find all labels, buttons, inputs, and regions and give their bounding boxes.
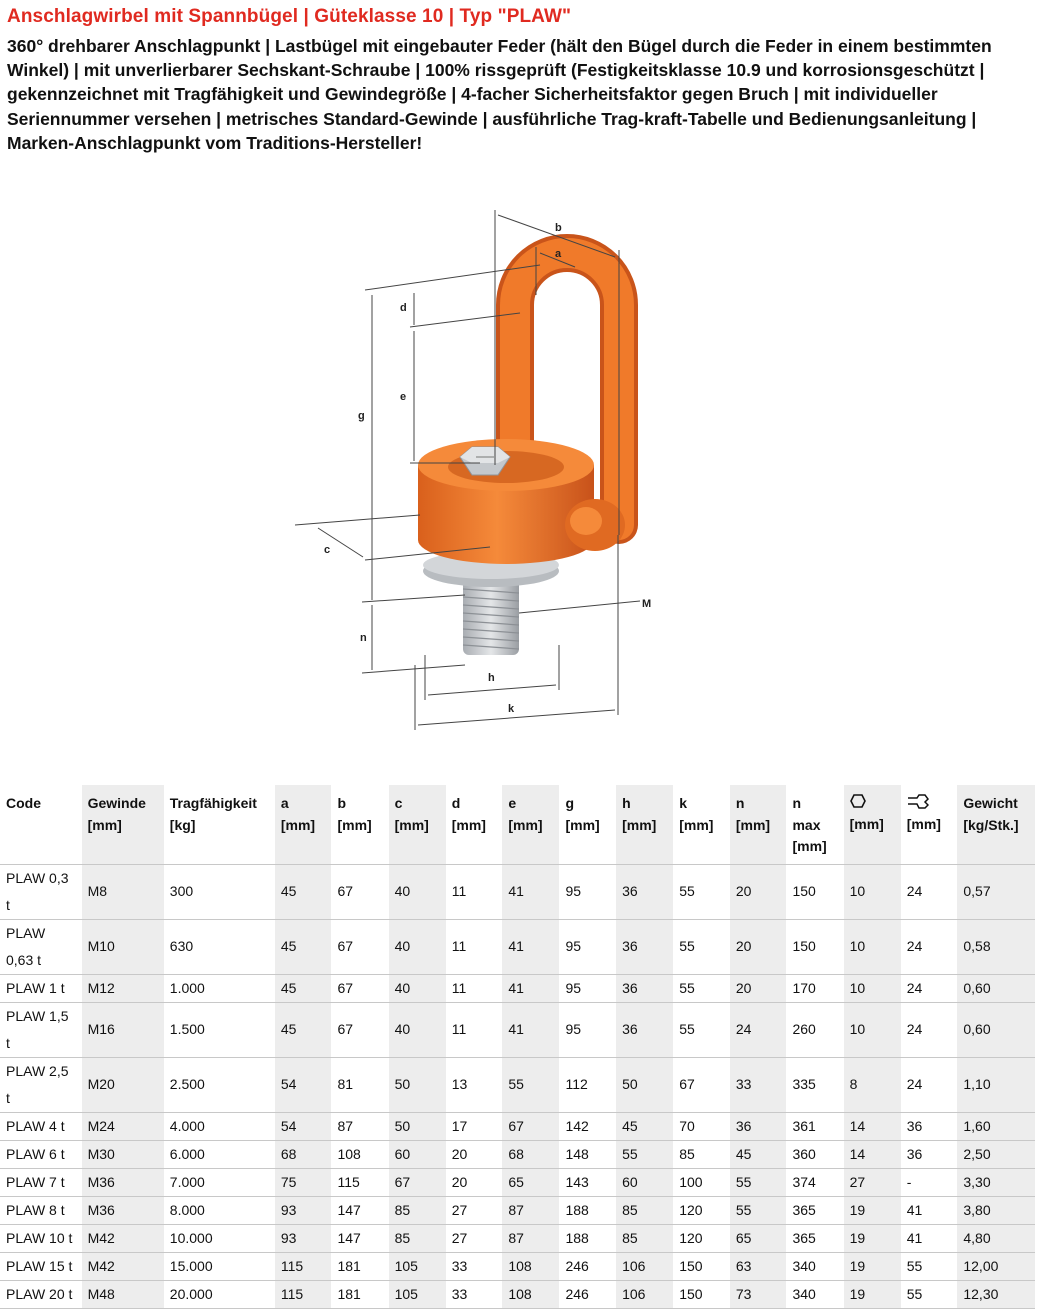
column-header-text: [mm] — [280, 816, 316, 833]
table-cell: 27 — [446, 1224, 503, 1252]
table-cell: 10 — [844, 864, 901, 919]
table-cell: PLAW 15 t — [0, 1252, 82, 1280]
table-cell: 33 — [730, 1057, 787, 1112]
table-cell: 12,30 — [957, 1280, 1035, 1308]
table-cell: 36 — [901, 1140, 958, 1168]
table-cell: 36 — [616, 974, 673, 1002]
table-cell: 14 — [844, 1112, 901, 1140]
table-cell: PLAW 1 t — [0, 974, 82, 1002]
column-header-text: [mm] — [622, 816, 657, 833]
column-header — [389, 785, 446, 864]
column-header-text: [mm] — [565, 816, 600, 833]
table-cell: 112 — [559, 1057, 616, 1112]
table-cell: 95 — [559, 919, 616, 974]
table-cell: 68 — [275, 1140, 332, 1168]
table-row — [0, 864, 1035, 919]
table-cell: 70 — [673, 1112, 730, 1140]
table-cell: M36 — [82, 1196, 164, 1224]
table-row — [0, 1168, 1035, 1196]
table-cell: PLAW 0,3 t — [0, 864, 82, 919]
table-cell: 55 — [673, 919, 730, 974]
column-header-text: [mm] — [735, 816, 771, 833]
table-cell: 150 — [786, 919, 843, 974]
table-cell: PLAW 7 t — [0, 1168, 82, 1196]
table-cell: 45 — [730, 1140, 787, 1168]
column-header — [673, 785, 730, 864]
table-cell: 95 — [559, 974, 616, 1002]
table-cell: 365 — [786, 1224, 843, 1252]
table-cell: 36 — [616, 919, 673, 974]
table-cell: 148 — [559, 1140, 616, 1168]
table-cell: 4,80 — [957, 1224, 1035, 1252]
column-header — [844, 785, 901, 864]
wrench-icon — [907, 793, 952, 814]
table-cell: 142 — [559, 1112, 616, 1140]
dimension-label-M: M — [642, 598, 652, 610]
table-cell: 20 — [730, 974, 787, 1002]
table-cell: PLAW 1,5 t — [0, 1002, 82, 1057]
table-cell: 55 — [901, 1252, 958, 1280]
table-cell: 55 — [616, 1140, 673, 1168]
column-header-text: [mm] — [792, 838, 827, 854]
table-cell: 147 — [331, 1224, 388, 1252]
table-cell: PLAW 10 t — [0, 1224, 82, 1252]
table-row — [0, 1252, 1035, 1280]
table-cell: M36 — [82, 1168, 164, 1196]
column-header — [275, 785, 332, 864]
table-cell: 147 — [331, 1196, 388, 1224]
table-cell: 24 — [901, 974, 958, 1002]
table-cell: 106 — [616, 1252, 673, 1280]
column-header-text: [mm] — [394, 816, 429, 833]
table-cell: 41 — [502, 919, 559, 974]
table-cell: 67 — [331, 864, 388, 919]
table-cell: 150 — [786, 864, 843, 919]
table-cell: 41 — [901, 1224, 958, 1252]
table-cell: 4.000 — [164, 1112, 275, 1140]
table-row — [0, 919, 1035, 974]
table-cell: 188 — [559, 1196, 616, 1224]
table-cell: 1.500 — [164, 1002, 275, 1057]
table-cell: 41 — [502, 864, 559, 919]
table-cell: 19 — [844, 1280, 901, 1308]
table-cell: M42 — [82, 1224, 164, 1252]
table-cell: 81 — [331, 1057, 388, 1112]
table-cell: 24 — [901, 1057, 958, 1112]
table-cell: 55 — [673, 1002, 730, 1057]
table-cell: 19 — [844, 1196, 901, 1224]
table-cell: 67 — [673, 1057, 730, 1112]
table-row — [0, 1280, 1035, 1308]
table-row — [0, 1112, 1035, 1140]
table-cell: 0,60 — [957, 1002, 1035, 1057]
table-cell: 20 — [446, 1168, 503, 1196]
table-cell: 45 — [275, 974, 332, 1002]
table-cell: 374 — [786, 1168, 843, 1196]
table-cell: 11 — [446, 864, 503, 919]
table-cell: 246 — [559, 1280, 616, 1308]
table-cell: 10 — [844, 974, 901, 1002]
dimension-label-g: g — [358, 410, 365, 422]
dimension-label-b: b — [555, 222, 562, 234]
dimension-label-e: e — [400, 391, 407, 403]
table-cell: 15.000 — [164, 1252, 275, 1280]
table-body — [0, 864, 1035, 1308]
column-header-text: h — [622, 795, 631, 811]
table-cell: M20 — [82, 1057, 164, 1112]
table-cell: 150 — [673, 1252, 730, 1280]
product-description: 360° drehbarer Anschlagpunkt | Lastbügel mit eingebauter Feder (hält den Bügel durch die Feder in einem bestimmten Winkel) | mit unverlierbarer Sechskant-Schraube | 100% rissgeprüft (Festigkeitsklasse 10.9 und korrosionsgeschützt | gekennzeichnet mit Tragfähigkeit und Gewindegröße | 4-facher Sicherheitsfaktor gegen Bruch | mit individueller Seriennummer versehen | metrisches Standard-Gewinde | ausführliche Trag-kraft-Tabelle und Bedienungsanleitung | Marken-Anschlagpunkt vom Traditions-Hersteller! — [7, 36, 992, 153]
table-cell: 65 — [502, 1168, 559, 1196]
table-cell: 14 — [844, 1140, 901, 1168]
table-cell: 115 — [331, 1168, 388, 1196]
table-cell: PLAW 6 t — [0, 1140, 82, 1168]
table-cell: 108 — [502, 1280, 559, 1308]
column-header-text: n — [792, 795, 802, 811]
table-cell: 20 — [446, 1140, 503, 1168]
table-cell: 105 — [389, 1280, 446, 1308]
table-cell: 170 — [786, 974, 843, 1002]
table-row — [0, 974, 1035, 1002]
table-cell: 100 — [673, 1168, 730, 1196]
column-header-text: [mm] — [906, 816, 941, 832]
table-cell: 85 — [673, 1140, 730, 1168]
table-row — [0, 1057, 1035, 1112]
table-cell: 36 — [901, 1112, 958, 1140]
column-header — [0, 785, 82, 864]
column-header-text: Code — [6, 795, 41, 811]
column-header — [730, 785, 787, 864]
table-cell: 365 — [786, 1196, 843, 1224]
table-cell: 115 — [275, 1252, 332, 1280]
table-cell: 95 — [559, 864, 616, 919]
table-cell: 20 — [730, 919, 787, 974]
table-cell: 67 — [331, 1002, 388, 1057]
table-cell: 11 — [446, 919, 503, 974]
table-cell: 150 — [673, 1280, 730, 1308]
table-cell: 40 — [389, 919, 446, 974]
table-cell: 60 — [389, 1140, 446, 1168]
column-header-text: d — [451, 795, 461, 811]
table-cell: 340 — [786, 1252, 843, 1280]
column-header — [559, 785, 616, 864]
column-header — [164, 785, 275, 864]
column-header-text: k — [679, 795, 688, 811]
table-cell: 87 — [502, 1224, 559, 1252]
table-cell: 12,00 — [957, 1252, 1035, 1280]
page-title: Anschlagwirbel mit Spannbügel | Güteklasse 10 | Typ "PLAW" — [7, 6, 572, 27]
table-cell: 108 — [502, 1252, 559, 1280]
table-cell: M48 — [82, 1280, 164, 1308]
column-header-text: [mm] — [849, 816, 884, 832]
column-header — [502, 785, 559, 864]
table-cell: 120 — [673, 1224, 730, 1252]
swivel-eye-bolt-drawing — [280, 195, 700, 755]
table-cell: 95 — [559, 1002, 616, 1057]
table-cell: 11 — [446, 1002, 503, 1057]
column-header-text: Gewinde — [87, 795, 146, 811]
table-cell: M8 — [82, 864, 164, 919]
table-cell: 181 — [331, 1252, 388, 1280]
column-header-text: n — [735, 795, 745, 811]
column-header-text: max — [792, 816, 821, 833]
table-cell: 45 — [275, 864, 332, 919]
table-cell: 36 — [616, 864, 673, 919]
table-cell: 85 — [616, 1196, 673, 1224]
table-cell: 20.000 — [164, 1280, 275, 1308]
table-cell: 260 — [786, 1002, 843, 1057]
table-cell: 45 — [616, 1112, 673, 1140]
dimension-label-a: a — [555, 248, 562, 260]
table-cell: 33 — [446, 1280, 503, 1308]
table-cell: PLAW 8 t — [0, 1196, 82, 1224]
table-cell: 361 — [786, 1112, 843, 1140]
column-header-text: [mm] — [679, 816, 714, 833]
column-header-text: c — [394, 795, 403, 811]
table-cell: 340 — [786, 1280, 843, 1308]
table-cell: 41 — [901, 1196, 958, 1224]
dimension-label-d: d — [400, 302, 407, 314]
table-cell: 41 — [502, 1002, 559, 1057]
column-header-text: g — [565, 795, 575, 811]
column-header — [957, 785, 1035, 864]
table-cell: 106 — [616, 1280, 673, 1308]
table-cell: 55 — [673, 974, 730, 1002]
table-cell: 33 — [446, 1252, 503, 1280]
table-cell: 68 — [502, 1140, 559, 1168]
column-header-text: [mm] — [87, 816, 122, 833]
table-cell: 181 — [331, 1280, 388, 1308]
table-cell: 87 — [502, 1196, 559, 1224]
table-cell: 13 — [446, 1057, 503, 1112]
column-header-text: [kg] — [169, 816, 196, 833]
column-header-text: [kg/Stk.] — [963, 816, 1019, 833]
table-cell: 360 — [786, 1140, 843, 1168]
specification-table — [0, 785, 1035, 1309]
table-cell: 27 — [446, 1196, 503, 1224]
table-cell: 45 — [275, 1002, 332, 1057]
table-cell: 75 — [275, 1168, 332, 1196]
table-cell: 67 — [389, 1168, 446, 1196]
product-diagram — [280, 195, 700, 755]
table-cell: PLAW 20 t — [0, 1280, 82, 1308]
table-cell: 54 — [275, 1112, 332, 1140]
table-cell: 10.000 — [164, 1224, 275, 1252]
table-cell: 63 — [730, 1252, 787, 1280]
table-cell: 1.000 — [164, 974, 275, 1002]
column-header-text: Gewicht — [963, 795, 1018, 811]
table-cell: 40 — [389, 1002, 446, 1057]
table-cell: 20 — [730, 864, 787, 919]
table-cell: 120 — [673, 1196, 730, 1224]
table-cell: 10 — [844, 1002, 901, 1057]
table-cell: 7.000 — [164, 1168, 275, 1196]
table-cell: 93 — [275, 1224, 332, 1252]
table-cell: 67 — [331, 974, 388, 1002]
table-cell: PLAW 2,5 t — [0, 1057, 82, 1112]
table-cell: 10 — [844, 919, 901, 974]
column-header-text: [mm] — [337, 816, 372, 833]
table-row — [0, 1224, 1035, 1252]
table-cell: 300 — [164, 864, 275, 919]
column-header — [786, 785, 843, 864]
table-cell: 11 — [446, 974, 503, 1002]
table-cell: 40 — [389, 974, 446, 1002]
table-cell: 17 — [446, 1112, 503, 1140]
table-cell: 3,80 — [957, 1196, 1035, 1224]
table-cell: M30 — [82, 1140, 164, 1168]
table-cell: M42 — [82, 1252, 164, 1280]
table-row — [0, 1140, 1035, 1168]
table-cell: 54 — [275, 1057, 332, 1112]
table-cell: 188 — [559, 1224, 616, 1252]
table-cell: 60 — [616, 1168, 673, 1196]
table-header-row — [0, 785, 1035, 864]
table-cell: 50 — [389, 1112, 446, 1140]
table-cell: 143 — [559, 1168, 616, 1196]
column-header-text: b — [337, 795, 347, 811]
table-cell: 27 — [844, 1168, 901, 1196]
table-cell: 55 — [730, 1168, 787, 1196]
column-header — [446, 785, 503, 864]
table-cell: 36 — [730, 1112, 787, 1140]
table-cell: 65 — [730, 1224, 787, 1252]
column-header-text: [mm] — [508, 816, 543, 833]
table-cell: 87 — [331, 1112, 388, 1140]
table-cell: 41 — [502, 974, 559, 1002]
table-cell: 108 — [331, 1140, 388, 1168]
table-cell: M16 — [82, 1002, 164, 1057]
table-cell: 55 — [673, 864, 730, 919]
table-cell: 24 — [730, 1002, 787, 1057]
table-cell: M12 — [82, 974, 164, 1002]
table-cell: 85 — [616, 1224, 673, 1252]
table-cell: M24 — [82, 1112, 164, 1140]
table-cell: 3,30 — [957, 1168, 1035, 1196]
table-cell: 55 — [502, 1057, 559, 1112]
table-cell: 630 — [164, 919, 275, 974]
dimension-label-k: k — [508, 703, 515, 715]
table-cell: PLAW 0,63 t — [0, 919, 82, 974]
table-cell: 115 — [275, 1280, 332, 1308]
table-cell: 19 — [844, 1224, 901, 1252]
table-cell: 85 — [389, 1196, 446, 1224]
table-cell: 24 — [901, 919, 958, 974]
table-cell: 1,10 — [957, 1057, 1035, 1112]
table-cell: 55 — [901, 1280, 958, 1308]
column-header-text: [mm] — [451, 816, 486, 833]
table-cell: 2.500 — [164, 1057, 275, 1112]
table-cell: 67 — [502, 1112, 559, 1140]
hexagon-icon — [850, 793, 895, 814]
column-header — [82, 785, 164, 864]
table-cell: 36 — [616, 1002, 673, 1057]
table-row — [0, 1002, 1035, 1057]
table-cell: 67 — [331, 919, 388, 974]
column-header-text: e — [508, 795, 517, 811]
column-header-text: Tragfähigkeit — [169, 795, 257, 811]
table-cell: 50 — [616, 1057, 673, 1112]
table-cell: 19 — [844, 1252, 901, 1280]
table-cell: 0,57 — [957, 864, 1035, 919]
table-cell: 93 — [275, 1196, 332, 1224]
column-header — [616, 785, 673, 864]
table-cell: 50 — [389, 1057, 446, 1112]
table-cell: 45 — [275, 919, 332, 974]
table-cell: 8 — [844, 1057, 901, 1112]
table-cell: 6.000 — [164, 1140, 275, 1168]
table-cell: M10 — [82, 919, 164, 974]
table-cell: - — [901, 1168, 958, 1196]
table-cell: 24 — [901, 1002, 958, 1057]
table-cell: 73 — [730, 1280, 787, 1308]
table-cell: 2,50 — [957, 1140, 1035, 1168]
table-cell: 105 — [389, 1252, 446, 1280]
table-cell: 8.000 — [164, 1196, 275, 1224]
table-cell: 0,58 — [957, 919, 1035, 974]
table-cell: 246 — [559, 1252, 616, 1280]
column-header-text: a — [280, 795, 289, 811]
table-cell: 55 — [730, 1196, 787, 1224]
table-cell: 85 — [389, 1224, 446, 1252]
table-cell: 24 — [901, 864, 958, 919]
table-cell: PLAW 4 t — [0, 1112, 82, 1140]
table-cell: 335 — [786, 1057, 843, 1112]
table-cell: 0,60 — [957, 974, 1035, 1002]
column-header — [901, 785, 958, 864]
table-cell: 1,60 — [957, 1112, 1035, 1140]
dimension-label-c: c — [324, 544, 331, 556]
column-header — [331, 785, 388, 864]
dimension-label-h: h — [488, 672, 495, 684]
dimension-label-n: n — [360, 632, 367, 644]
table-row — [0, 1196, 1035, 1224]
table-cell: 40 — [389, 864, 446, 919]
